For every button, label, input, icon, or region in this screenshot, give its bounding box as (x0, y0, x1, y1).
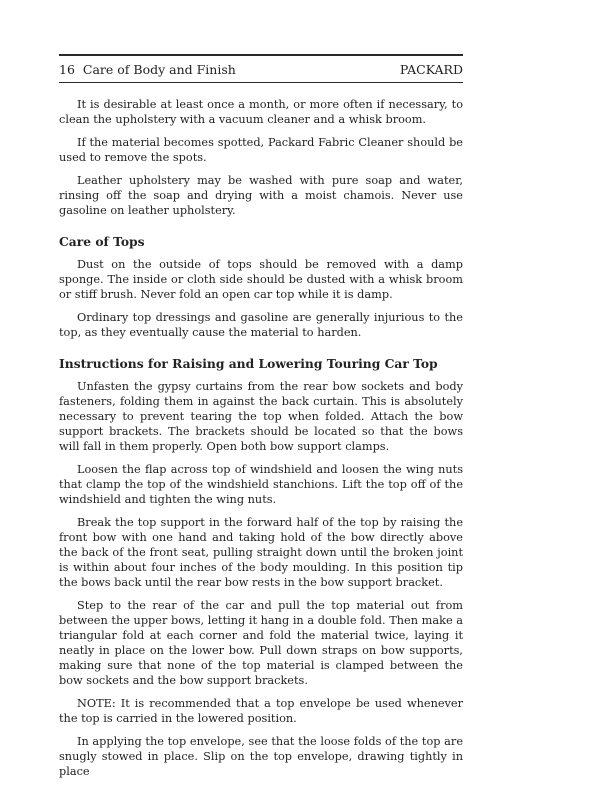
paragraph-note: NOTE: It is recommended that a top envelope be used whenever the top is carried in the lowered position. (59, 697, 463, 725)
paragraph-step-rear: Step to the rear of the car and pull the top material out from between the upper bows, letting it hang in a double fold. Then make a triangular fold at each corner and fold the material twice, laying it neatly in place on the lower bow. Pull down straps on bow supports, making sure that none of the top material is clamped between the bow sockets and the bow support brackets. (59, 599, 463, 687)
section-title: Care of Body and Finish (82, 62, 236, 77)
paragraph-unfasten: Unfasten the gypsy curtains from the rear bow sockets and body fasteners, folding them in against the back curtain. This is absolutely necessary to prevent tearing the top when folded. Attach the bow support brackets. The brackets should be located so that the bows will fall in them properly. Open both bow support clamps. (59, 380, 463, 453)
paragraph-dressings: Ordinary top dressings and gasoline are generally injurious to the top, as they eventually cause the material to harden. (59, 311, 463, 339)
heading-raising-lowering: Instructions for Raising and Lowering Touring Car Top (59, 356, 438, 371)
paragraph-loosen-flap: Loosen the flap across top of windshield and loosen the wing nuts that clamp the top of the windshield stanchions. Lift the top off of the windshield and tighten the wing nuts. (59, 463, 463, 506)
running-header (59, 62, 463, 78)
paragraph-dust: Dust on the outside of tops should be removed with a damp sponge. The inside or cloth side should be dusted with a whisk broom or stiff brush. Never fold an open car top while it is damp. (59, 258, 463, 301)
paragraph-vacuum: It is desirable at least once a month, or more often if necessary, to clean the upholstery with a vacuum cleaner and a whisk broom. (59, 98, 463, 126)
page-number: 16 (59, 62, 75, 77)
header-rule-bottom (59, 82, 463, 83)
heading-care-of-tops: Care of Tops (59, 234, 145, 249)
brand-name: PACKARD (399, 62, 463, 77)
paragraph-envelope: In applying the top envelope, see that the loose folds of the top are snugly stowed in place. Slip on the top envelope, drawing tightly in place (59, 735, 463, 778)
page (59, 54, 463, 787)
paragraph-leather: Leather upholstery may be washed with pure soap and water, rinsing off the soap and drying with a moist chamois. Never use gasoline on leather upholstery. (59, 174, 463, 217)
header-rule-top (59, 54, 463, 56)
paragraph-spots: If the material becomes spotted, Packard Fabric Cleaner should be used to remove the spots. (59, 136, 463, 164)
paragraph-break-support: Break the top support in the forward half of the top by raising the front bow with one hand and taking hold of the bow directly above the back of the front seat, pulling straight down until the broken joint is within about four inches of the body moulding. In this position tip the bows back until the rear bow rests in the bow support bracket. (59, 516, 463, 589)
header-left (59, 62, 236, 78)
